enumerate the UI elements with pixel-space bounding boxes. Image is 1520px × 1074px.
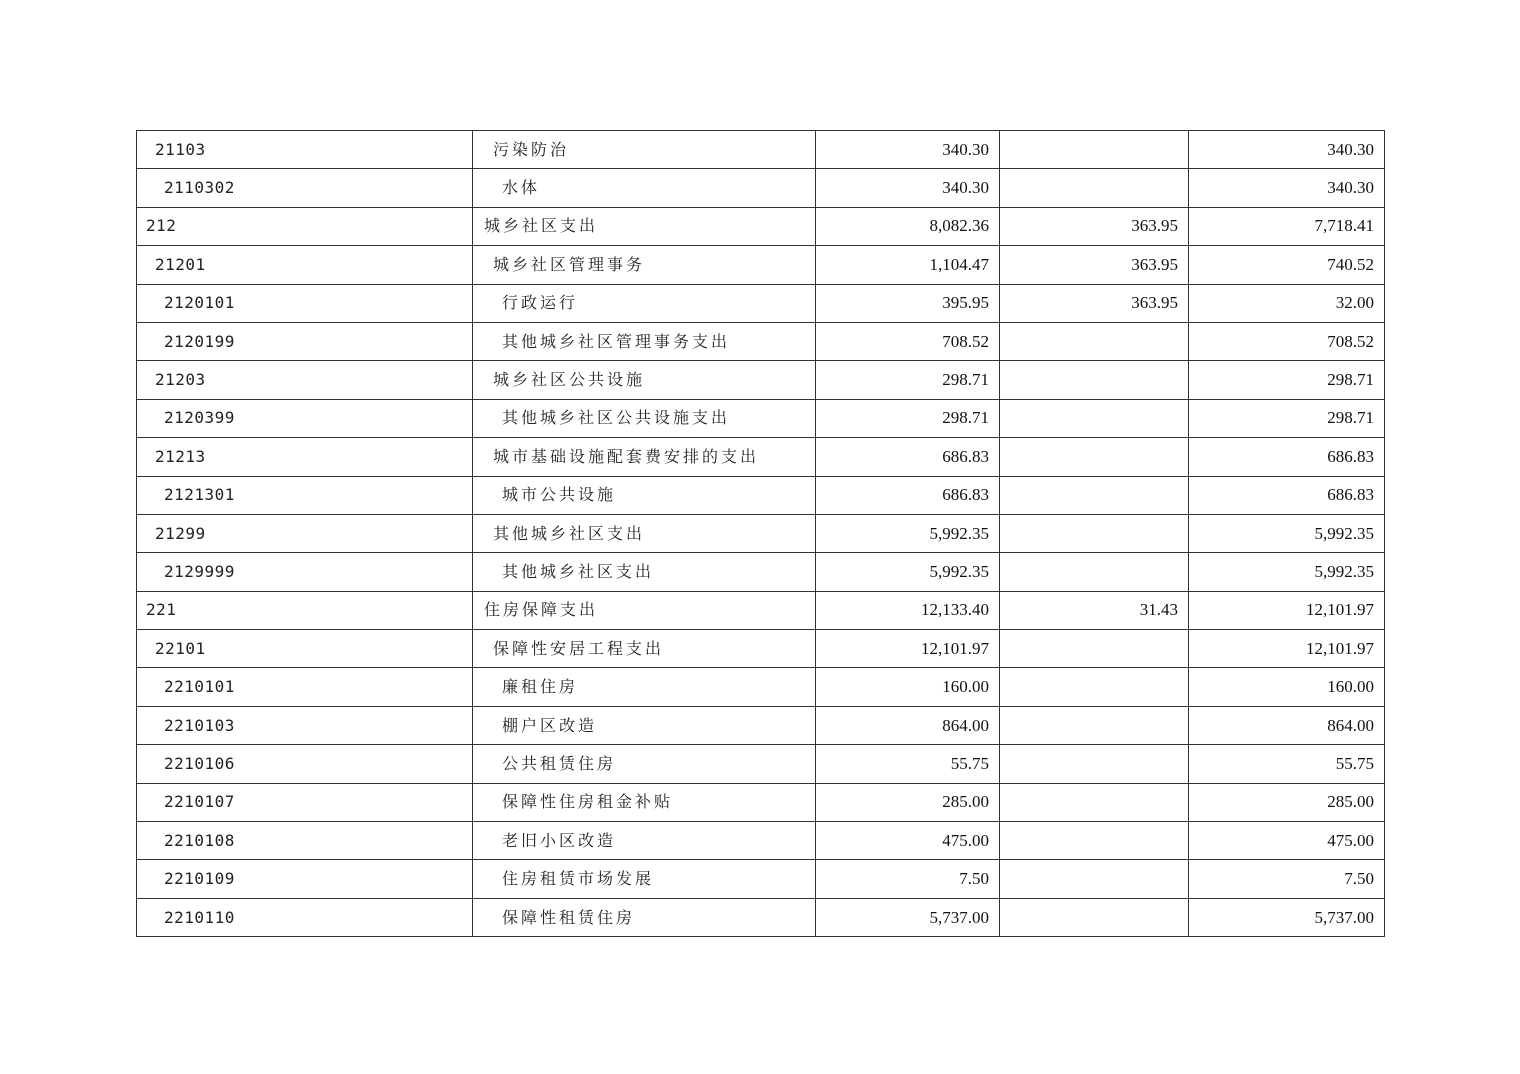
total-amount-cell: 160.00 [816,668,1000,706]
account-code-cell: 21299 [137,514,473,552]
project-expenditure-cell: 708.52 [1189,322,1385,360]
table-row [137,169,1385,207]
account-code-cell: 2210101 [137,668,473,706]
basic-expenditure-cell [1000,131,1189,169]
total-amount-cell: 686.83 [816,476,1000,514]
project-expenditure-cell: 340.30 [1189,169,1385,207]
project-expenditure-cell: 32.00 [1189,284,1385,322]
account-code-cell: 2210109 [137,860,473,898]
table-row [137,706,1385,744]
account-code-cell: 2110302 [137,169,473,207]
total-amount-cell: 298.71 [816,361,1000,399]
total-amount-cell: 340.30 [816,131,1000,169]
basic-expenditure-cell: 363.95 [1000,207,1189,245]
table-row [137,591,1385,629]
total-amount-cell: 12,133.40 [816,591,1000,629]
expenditure-table [136,130,1385,937]
account-name-cell: 棚户区改造 [473,706,816,744]
total-amount-cell: 1,104.47 [816,246,1000,284]
table-row [137,131,1385,169]
basic-expenditure-cell [1000,860,1189,898]
project-expenditure-cell: 7,718.41 [1189,207,1385,245]
basic-expenditure-cell [1000,668,1189,706]
total-amount-cell: 864.00 [816,706,1000,744]
project-expenditure-cell: 160.00 [1189,668,1385,706]
table-row [137,898,1385,936]
table-row [137,399,1385,437]
basic-expenditure-cell [1000,706,1189,744]
account-code-cell: 2210108 [137,822,473,860]
account-name-cell: 城乡社区支出 [473,207,816,245]
table-row [137,476,1385,514]
total-amount-cell: 7.50 [816,860,1000,898]
account-name-cell: 其他城乡社区公共设施支出 [473,399,816,437]
account-name-cell: 城市公共设施 [473,476,816,514]
account-code-cell: 221 [137,591,473,629]
account-name-cell: 住房租赁市场发展 [473,860,816,898]
basic-expenditure-cell [1000,822,1189,860]
project-expenditure-cell: 12,101.97 [1189,630,1385,668]
total-amount-cell: 5,992.35 [816,553,1000,591]
account-name-cell: 廉租住房 [473,668,816,706]
table-row [137,822,1385,860]
account-code-cell: 21201 [137,246,473,284]
table-row [137,514,1385,552]
total-amount-cell: 686.83 [816,438,1000,476]
account-code-cell: 21103 [137,131,473,169]
project-expenditure-cell: 298.71 [1189,361,1385,399]
total-amount-cell: 285.00 [816,783,1000,821]
basic-expenditure-cell [1000,169,1189,207]
project-expenditure-cell: 55.75 [1189,745,1385,783]
total-amount-cell: 5,992.35 [816,514,1000,552]
account-code-cell: 2129999 [137,553,473,591]
account-name-cell: 老旧小区改造 [473,822,816,860]
basic-expenditure-cell [1000,745,1189,783]
project-expenditure-cell: 686.83 [1189,476,1385,514]
account-code-cell: 2121301 [137,476,473,514]
project-expenditure-cell: 5,737.00 [1189,898,1385,936]
project-expenditure-cell: 12,101.97 [1189,591,1385,629]
basic-expenditure-cell [1000,361,1189,399]
account-name-cell: 其他城乡社区支出 [473,514,816,552]
project-expenditure-cell: 5,992.35 [1189,514,1385,552]
account-name-cell: 其他城乡社区管理事务支出 [473,322,816,360]
account-code-cell: 2120101 [137,284,473,322]
table-row [137,246,1385,284]
account-name-cell: 城市基础设施配套费安排的支出 [473,438,816,476]
project-expenditure-cell: 340.30 [1189,131,1385,169]
basic-expenditure-cell [1000,438,1189,476]
project-expenditure-cell: 298.71 [1189,399,1385,437]
account-name-cell: 行政运行 [473,284,816,322]
table-row [137,783,1385,821]
account-name-cell: 水体 [473,169,816,207]
account-code-cell: 2120199 [137,322,473,360]
account-code-cell: 2210110 [137,898,473,936]
account-name-cell: 住房保障支出 [473,591,816,629]
project-expenditure-cell: 285.00 [1189,783,1385,821]
account-name-cell: 其他城乡社区支出 [473,553,816,591]
account-name-cell: 城乡社区管理事务 [473,246,816,284]
basic-expenditure-cell: 31.43 [1000,591,1189,629]
account-name-cell: 城乡社区公共设施 [473,361,816,399]
table-row [137,668,1385,706]
basic-expenditure-cell [1000,514,1189,552]
total-amount-cell: 12,101.97 [816,630,1000,668]
project-expenditure-cell: 740.52 [1189,246,1385,284]
total-amount-cell: 298.71 [816,399,1000,437]
account-code-cell: 2210106 [137,745,473,783]
basic-expenditure-cell [1000,630,1189,668]
basic-expenditure-cell [1000,476,1189,514]
table-row [137,284,1385,322]
total-amount-cell: 475.00 [816,822,1000,860]
basic-expenditure-cell [1000,553,1189,591]
table-row [137,553,1385,591]
account-code-cell: 22101 [137,630,473,668]
table-row [137,438,1385,476]
project-expenditure-cell: 475.00 [1189,822,1385,860]
table-row [137,745,1385,783]
total-amount-cell: 55.75 [816,745,1000,783]
basic-expenditure-cell [1000,399,1189,437]
basic-expenditure-cell: 363.95 [1000,284,1189,322]
table-row [137,860,1385,898]
account-code-cell: 21203 [137,361,473,399]
table-row [137,361,1385,399]
basic-expenditure-cell [1000,322,1189,360]
account-code-cell: 2210107 [137,783,473,821]
basic-expenditure-cell [1000,783,1189,821]
account-code-cell: 2210103 [137,706,473,744]
total-amount-cell: 8,082.36 [816,207,1000,245]
account-code-cell: 21213 [137,438,473,476]
total-amount-cell: 5,737.00 [816,898,1000,936]
account-name-cell: 保障性安居工程支出 [473,630,816,668]
account-code-cell: 212 [137,207,473,245]
total-amount-cell: 340.30 [816,169,1000,207]
table-row [137,630,1385,668]
account-name-cell: 公共租赁住房 [473,745,816,783]
basic-expenditure-cell [1000,898,1189,936]
table-body [137,131,1385,937]
account-name-cell: 污染防治 [473,131,816,169]
total-amount-cell: 708.52 [816,322,1000,360]
project-expenditure-cell: 7.50 [1189,860,1385,898]
project-expenditure-cell: 686.83 [1189,438,1385,476]
account-name-cell: 保障性租赁住房 [473,898,816,936]
table-row [137,322,1385,360]
total-amount-cell: 395.95 [816,284,1000,322]
account-name-cell: 保障性住房租金补贴 [473,783,816,821]
account-code-cell: 2120399 [137,399,473,437]
project-expenditure-cell: 864.00 [1189,706,1385,744]
project-expenditure-cell: 5,992.35 [1189,553,1385,591]
basic-expenditure-cell: 363.95 [1000,246,1189,284]
table-row [137,207,1385,245]
